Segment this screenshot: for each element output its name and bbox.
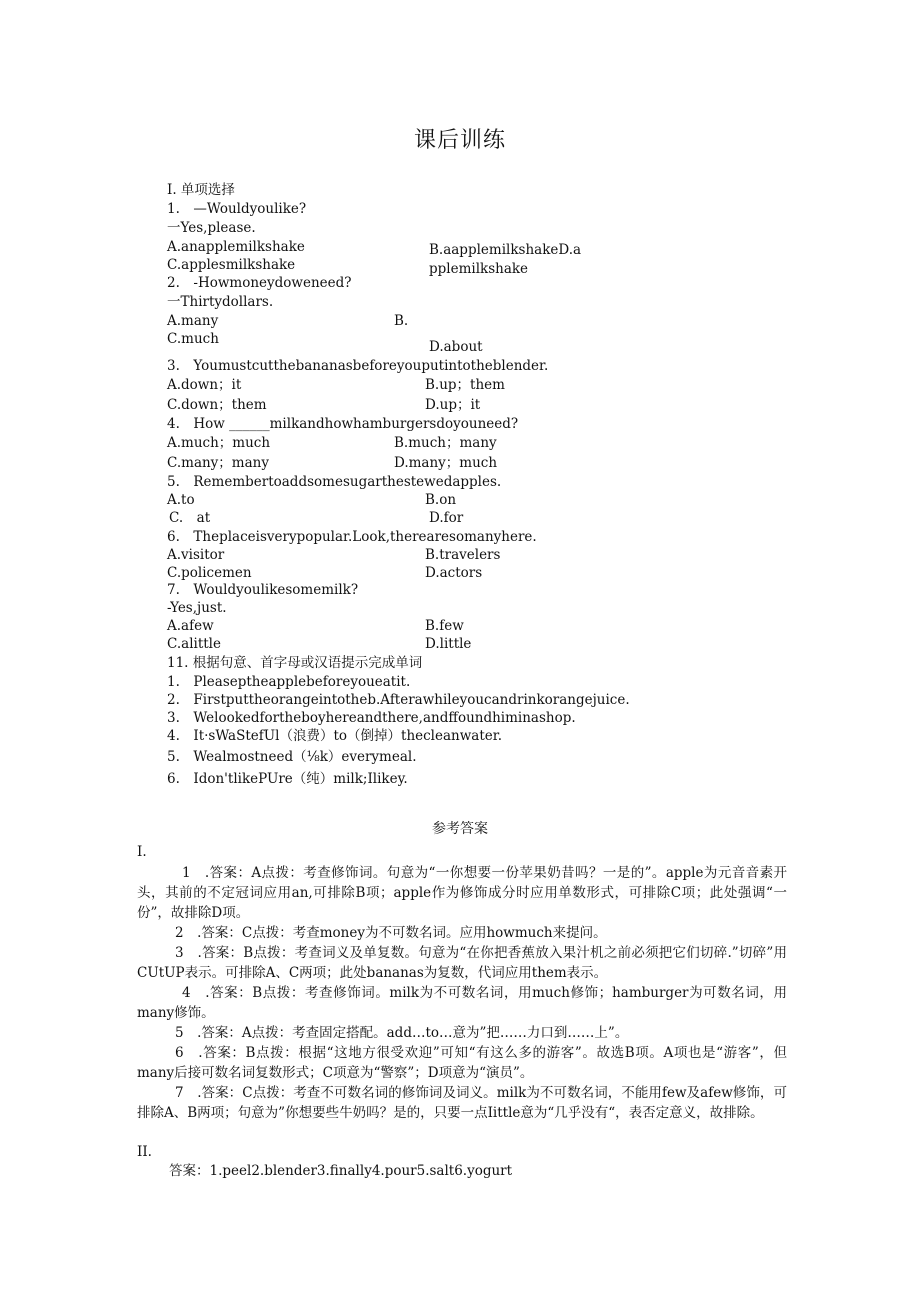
q1-option-c: C.applesmilkshake	[167, 257, 296, 273]
q5-option-b: B.on	[425, 492, 457, 508]
q5-stem: 5. Remembertoaddsomesugarthestewedapples.	[167, 474, 502, 490]
answer-explanation: 3 .答案：B点拨：考查词义及单复数。句意为“在你把香蕉放入果汁机之前必须把它们切碎.”切碎”用CUtUP表示。可排除A、C两项；此处bananas为复数，代词应用them表示。	[137, 945, 787, 981]
answers-title: 参考答案	[432, 821, 488, 837]
page-title: 课后训练	[413, 128, 506, 153]
answer-explanation: 2 .答案：C点拨：考查money为不可数名词。应用howmuch来提问。	[175, 925, 607, 941]
q1-stem: 1. —Wouldyoulike?	[167, 201, 307, 217]
q4-option-b: B.much；many	[394, 435, 497, 451]
q2-option-d: D.about	[429, 339, 483, 355]
q1-option-b: B.aapplemilkshakeD.a	[429, 242, 582, 258]
q7-option-a: A.afew	[167, 618, 214, 634]
q3-option-c: C.down；them	[167, 397, 267, 413]
fill-item: 4. It·sWaStefUl（浪费）to（倒掉）thecleanwater.	[167, 728, 503, 744]
fill-item: 6. Idon'tlikePUre（纯）milk;Ilikey.	[167, 771, 408, 787]
fill-item: 1. Pleaseptheapplebeforeyoueatit.	[167, 674, 411, 690]
q2-option-a: A.many	[167, 313, 219, 329]
answers-part1-label: I.	[137, 844, 147, 860]
answer-explanation: 5 .答案：A点拨：考查固定搭配。add…to…意为”把……力口到……上”。	[175, 1025, 629, 1041]
section1-heading: I. 单项选择	[167, 182, 235, 198]
answer-explanation: 4 .答案：B点拨：考查修饰词。milk为不可数名词，用much修饰；hamburger为可数名词，用many修饰。	[137, 985, 787, 1021]
q1-option-a: A.anapplemilkshake	[167, 239, 305, 255]
answers-part2-label: II.	[137, 1144, 152, 1160]
q5-option-d: D.for	[429, 510, 464, 526]
q5-option-c: C. at	[169, 510, 211, 526]
q4-option-a: A.much；much	[167, 435, 271, 451]
answer-explanation: 1 .答案：A点拨：考查修饰词。句意为“一你想要一份苹果奶昔吗？一是的”。apple为元音音素开头，其前的不定冠词应用an,可排除B项；apple作为修饰成分时应用单数形式，可排除C项；此处强调“一份”，故排除D项。	[137, 865, 787, 921]
q1-option-b-wrap: pplemilkshake	[429, 261, 529, 277]
q3-stem: 3. Youmustcutthebananasbeforeyouputintotheblender.	[167, 358, 549, 374]
q2-option-b: B.	[394, 313, 409, 329]
fill-item: 5. Wealmostneed（⅛k）everymeal.	[167, 749, 417, 765]
q2-option-c: C.much	[167, 331, 219, 347]
q3-option-b: B.up；them	[425, 377, 505, 393]
q6-option-c: C.policemen	[167, 565, 252, 581]
fill-item: 2. Firstputtheorangeintotheb.Afterawhileyoucandrinkorangejuice.	[167, 692, 630, 708]
q2-reply: 一Thirtydollars.	[167, 294, 274, 310]
q4-option-d: D.many；much	[394, 455, 498, 471]
q3-option-d: D.up；it	[425, 397, 481, 413]
q2-stem: 2. -Howmoneydoweneed?	[167, 275, 352, 291]
q7-option-d: D.little	[425, 636, 472, 652]
q7-option-c: C.alittle	[167, 636, 221, 652]
q6-option-b: B.travelers	[425, 547, 501, 563]
q4-stem: 4. How ______milkandhowhamburgersdoyouneed?	[167, 416, 519, 432]
section2-heading: 11. 根据句意、首字母或汉语提示完成单词	[167, 655, 423, 671]
q4-option-c: C.many；many	[167, 455, 269, 471]
q5-option-a: A.to	[167, 492, 195, 508]
q6-stem: 6. Theplaceisverypopular.Look,therearesomanyhere.	[167, 529, 537, 545]
q3-option-a: A.down；it	[167, 377, 242, 393]
q6-option-d: D.actors	[425, 565, 483, 581]
final-answers: 答案：1.peel2.blender3.finally4.pour5.salt6.yogurt	[169, 1163, 513, 1179]
q6-option-a: A.visitor	[167, 547, 225, 563]
fill-item: 3. Welookedfortheboyhereandthere,andffoundhiminashop.	[167, 710, 576, 726]
answer-explanation: 6 .答案：B点拨：根据“这地方很受欢迎”可知“有这么多的游客”。故选B项。A项也是“游客”，但many后接可数名词复数形式；C项意为“警察”；D项意为“演员”。	[137, 1045, 787, 1081]
q7-stem: 7. Wouldyoulikesomemilk?	[167, 582, 359, 598]
q7-reply: -Yes,just.	[167, 600, 227, 616]
answer-explanation: 7 .答案：C点拨：考查不可数名词的修饰词及词义。milk为不可数名词，不能用few及afew修饰，可排除A、B两项；句意为”你想要些牛奶吗？是的，只要一点Iittle意为“几乎没有“，表否定意义，故排除。	[137, 1085, 787, 1121]
q7-option-b: B.few	[425, 618, 464, 634]
q1-reply: 一Yes,please.	[167, 220, 256, 236]
